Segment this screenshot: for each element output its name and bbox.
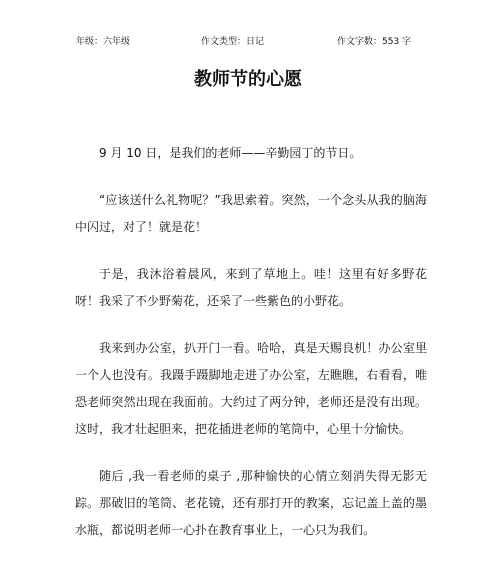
- paragraph-1: 9 月 10 日，是我们的老师——辛勤园丁的节日。: [99, 146, 362, 160]
- paragraph-2: “应该送什么礼物呢？”我思索着。突然，一个念头从我的脑海中闪过，对了！就是花！: [75, 193, 427, 234]
- essay-title: 教师节的心愿: [194, 69, 302, 90]
- paragraph-5: 随后 ,我一看老师的桌子 ,那种愉快的心情立刻消失得无影无踪。那破旧的笔筒、老花镜，还有那打开的教案，忘记盖上盖的墨水瓶，都说明老师一心扑在教育事业上，一心只为我们。: [75, 469, 427, 537]
- paragraph-4: 我来到办公室，扒开门一看。哈哈，真是天赐良机！办公室里一个人也没有。我蹑手蹑脚地走进了办公室，左瞧瞧，右看看，唯恐老师突然出现在我面前。大约过了两分钟，老师还是没有出现。这时，我才壮起胆来，把花插进老师的笔筒中，心里十分愉快。: [75, 341, 427, 436]
- grade-label: 年级：六年级: [76, 37, 131, 47]
- word-count-label: 作文字数：553 字: [337, 37, 412, 47]
- paragraph-3: 于是，我沐浴着晨风，来到了草地上。哇！这里有好多野花呀！我采了不少野菊花，还采了一些紫色的小野花。: [75, 267, 427, 308]
- essay-type-label: 作文类型：日记: [201, 37, 265, 47]
- essay-body: [75, 140, 427, 564]
